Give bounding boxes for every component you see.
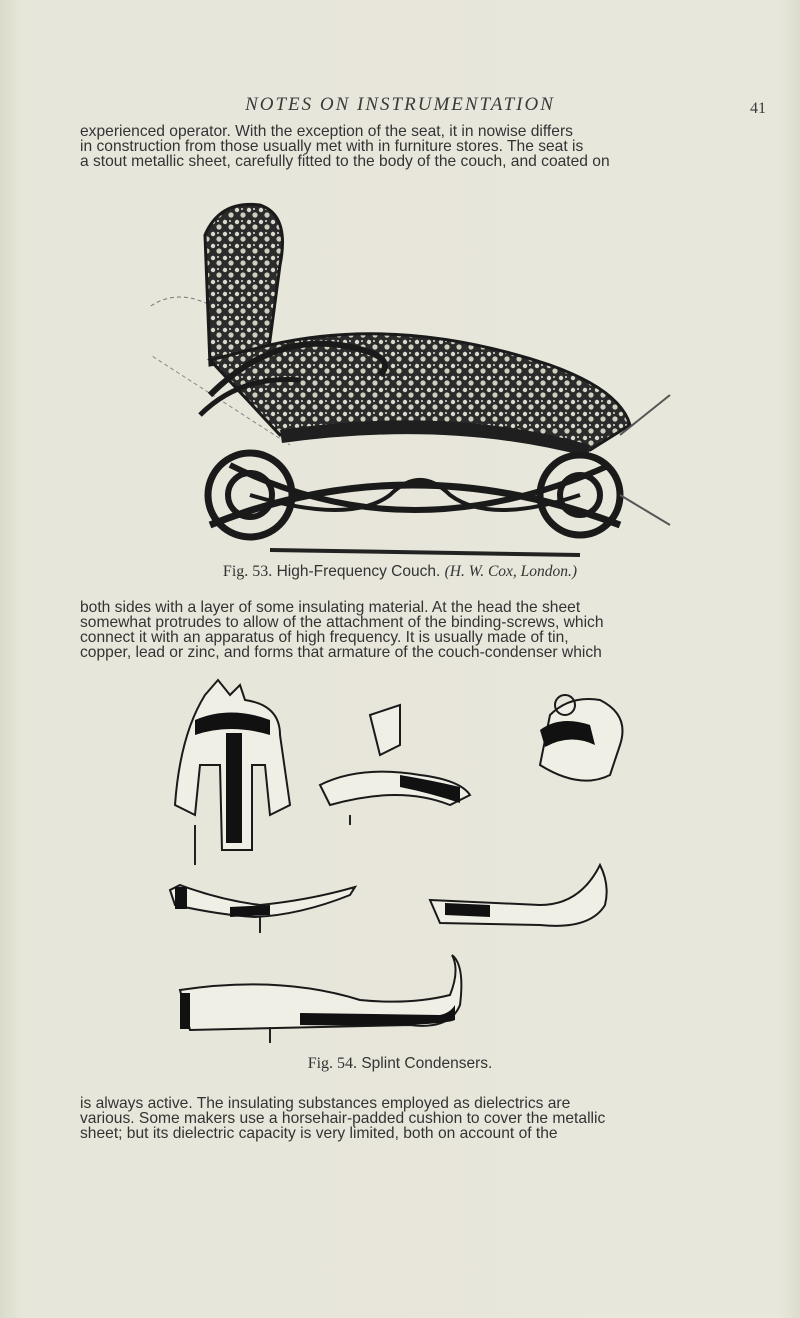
paragraph-bottom [80,1096,762,1141]
figure-54-caption [0,1055,800,1073]
splint-condensers-illustration [160,675,660,1060]
figure-53-caption [0,563,800,581]
text-line: is always active. The insulating substances employed as dielectrics are [80,1095,571,1112]
paragraph-middle [80,600,762,660]
text-line: connect it with an apparatus of high frequency. It is usually made of tin, [80,629,569,646]
text-line: in construction from those usually met with in furniture stores. The seat is [80,138,584,155]
page-number: 41 [750,100,766,117]
text-line: both sides with a layer of some insulating material. At the head the sheet [80,599,581,616]
figure-label: Fig. 53. [222,563,273,580]
text-line: sheet; but its dielectric capacity is very limited, both on account of the [80,1125,558,1142]
figure-label: Fig. 54. [307,1055,358,1072]
figure-credit: (H. W. Cox, London.) [444,563,578,580]
text-line: experienced operator. With the exception of the seat, it in nowise differs [80,123,573,140]
text-line: various. Some makers use a horsehair-padded cushion to cover the metallic [80,1110,606,1127]
figure-title: Splint Condensers. [361,1055,493,1072]
figure-title: High-Frequency Couch. [276,563,441,580]
high-frequency-couch-illustration [150,195,730,575]
paragraph-top [80,124,762,169]
text-line: somewhat protrudes to allow of the attachment of the binding-screws, which [80,614,604,631]
running-head: NOTES ON INSTRUMENTATION [245,94,555,115]
text-line: a stout metallic sheet, carefully fitted to the body of the couch, and coated on [80,153,610,170]
text-line: copper, lead or zinc, and forms that armature of the couch-condenser which [80,644,602,661]
